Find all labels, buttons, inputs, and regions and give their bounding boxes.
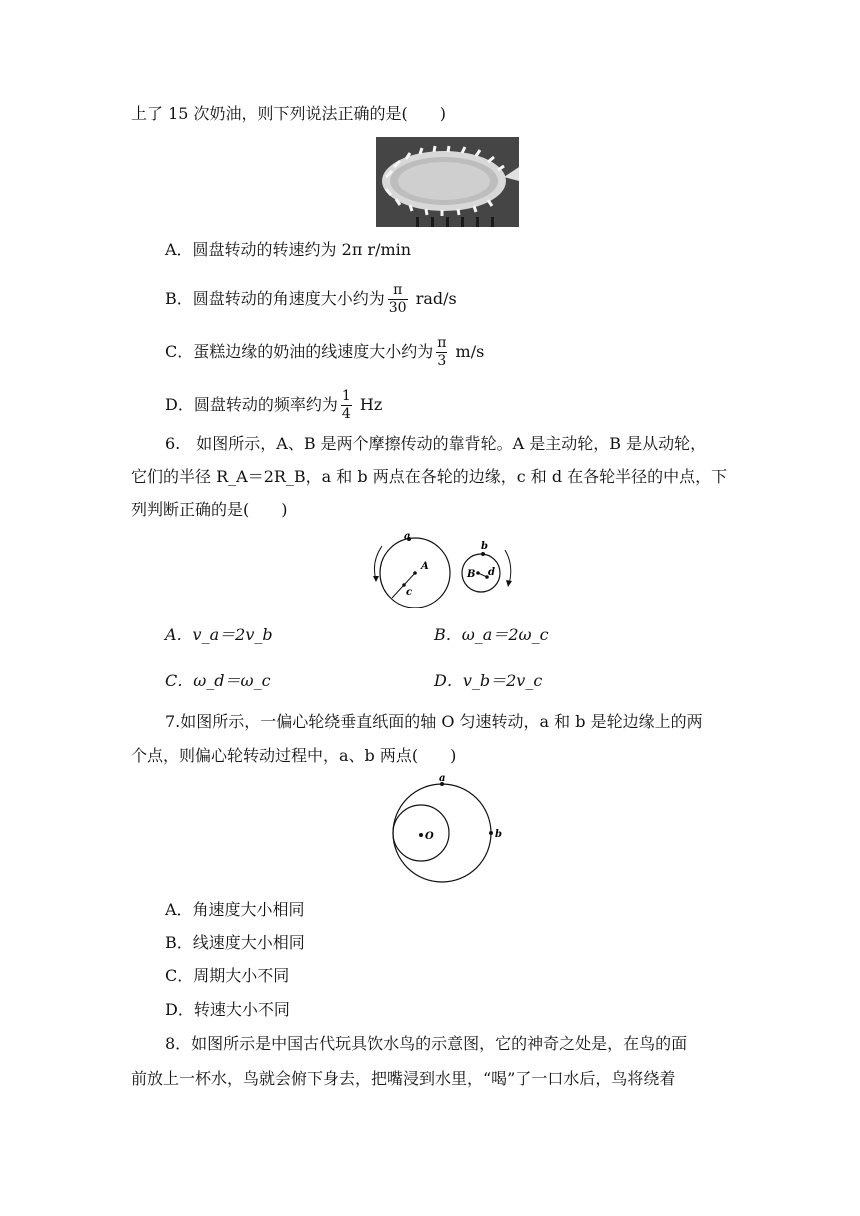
q7-option-b: B．线速度大小相同 <box>165 933 305 952</box>
q5-option-d-denominator: 4 <box>341 406 351 422</box>
q7-option-d: D．转速大小不同 <box>165 1000 290 1019</box>
q5-option-c-prefix: C．蛋糕边缘的奶油的线速度大小约为 <box>165 342 434 361</box>
friction-wheels-figure <box>368 532 522 608</box>
label-b: b <box>495 829 502 840</box>
q7-stem-line2: 个点，则偏心轮转动过程中，a、b 两点( ) <box>131 746 457 765</box>
q5-option-d <box>165 388 382 423</box>
q5-option-c-unit: m/s <box>455 342 485 361</box>
cake-photo <box>376 137 519 227</box>
q6-option-a: A．v_a＝2v_b <box>165 625 273 644</box>
axis-point-o <box>419 833 423 837</box>
q5-option-d-unit: Hz <box>359 395 383 414</box>
cake-photo-art <box>376 137 519 227</box>
q5-option-b-numerator: π <box>388 282 408 300</box>
q8-stem-line2: 前放上一杯水，鸟就会俯下身去，把嘴浸到水里，“喝”了一口水后，鸟将绕着 <box>131 1069 676 1088</box>
q5-option-b-prefix: B．圆盘转动的角速度大小约为 <box>165 289 385 308</box>
q5-option-b <box>165 282 457 317</box>
point-b <box>481 552 485 556</box>
q5-option-c-denominator: 3 <box>437 353 447 369</box>
eccentric-wheel-figure <box>385 775 505 889</box>
q6-stem-line3: 列判断正确的是( ) <box>131 500 288 519</box>
point-b <box>489 831 493 835</box>
q5-stem-tail: 上了 15 次奶油，则下列说法正确的是( ) <box>131 104 447 123</box>
q7-option-c: C．周期大小不同 <box>165 966 290 985</box>
q5-option-d-fraction <box>341 388 352 423</box>
q5-option-d-numerator: 1 <box>341 388 351 404</box>
q7-stem-line1: 7.如图所示，一偏心轮绕垂直纸面的轴 O 匀速转动，a 和 b 是轮边缘上的两 <box>165 712 703 731</box>
label-b: b <box>481 541 488 552</box>
q6-stem-line1: 6. 如图所示，A、B 是两个摩擦传动的靠背轮。A 是主动轮，B 是从动轮， <box>165 434 707 453</box>
q6-stem-line2: 它们的半径 R_A＝2R_B，a 和 b 两点在各轮的边缘，c 和 d 在各轮半径的中点，下 <box>131 467 728 486</box>
label-A: A <box>421 561 429 572</box>
rotation-arrow-b <box>505 550 511 584</box>
q5-option-c-numerator: π <box>437 335 447 351</box>
label-d: d <box>488 567 495 578</box>
q8-stem-line1: 8．如图所示是中国古代玩具饮水鸟的示意图，它的神奇之处是，在鸟的面 <box>165 1034 688 1053</box>
q6-option-d: D．v_b＝2v_c <box>434 671 543 690</box>
label-a: a <box>404 532 411 542</box>
q5-option-b-fraction <box>388 282 408 317</box>
outer-wheel-circle <box>393 784 491 882</box>
q7-option-a: A．角速度大小相同 <box>165 900 305 919</box>
q5-option-d-prefix: D．圆盘转动的频率约为 <box>165 395 338 414</box>
label-O: O <box>425 831 434 842</box>
label-B: B <box>467 569 476 580</box>
q5-option-a: A．圆盘转动的转速约为 2π r/min <box>165 240 412 259</box>
q5-option-c <box>165 335 484 370</box>
label-a: a <box>439 775 446 784</box>
q5-option-c-fraction <box>436 335 447 370</box>
label-c: c <box>406 587 413 598</box>
q5-option-b-unit: rad/s <box>415 289 457 308</box>
q6-option-b: B．ω_a＝2ω_c <box>434 625 549 644</box>
q5-option-b-denominator: 30 <box>388 300 407 316</box>
q6-option-c: C．ω_d＝ω_c <box>165 671 271 690</box>
